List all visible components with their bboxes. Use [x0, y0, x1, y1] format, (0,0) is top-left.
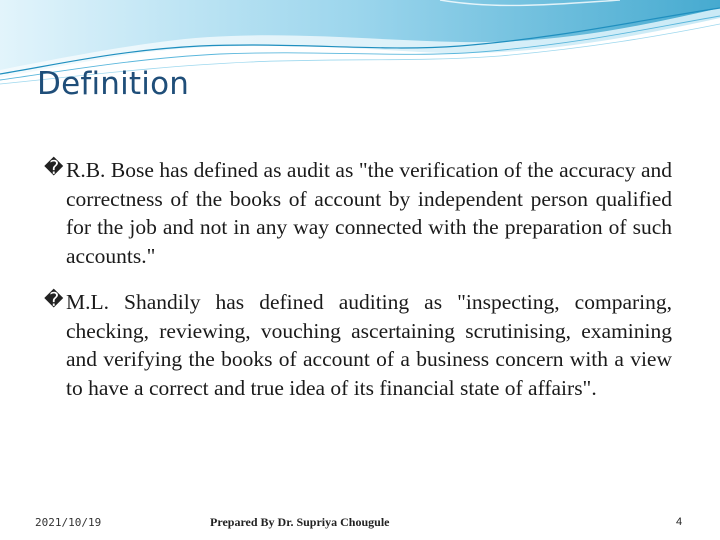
definition-paragraph: [46, 156, 672, 271]
definition-paragraph: [46, 288, 672, 403]
definition-text: M.L. Shandily has defined auditing as "inspecting, comparing, checking, reviewing, vouching ascertaining scrutinising, examining and verifying the books of account of a business concern with a view to have a correct and true idea of its financial state of affairs".: [66, 289, 672, 400]
bullet-icon: �: [44, 288, 64, 311]
definition-text: R.B. Bose has defined as audit as "the verification of the accuracy and correctness of the books of account by independent person qualified for the job and not in any way connected with the preparation of such accounts.": [66, 158, 672, 269]
page-number: 4: [676, 516, 683, 528]
bullet-icon: �: [44, 157, 64, 179]
slide-title: Definition: [37, 66, 190, 102]
footer-date: 2021/10/19: [35, 516, 102, 529]
slide-body: [46, 156, 672, 420]
footer-author: Prepared By Dr. Supriya Chougule: [210, 515, 390, 529]
